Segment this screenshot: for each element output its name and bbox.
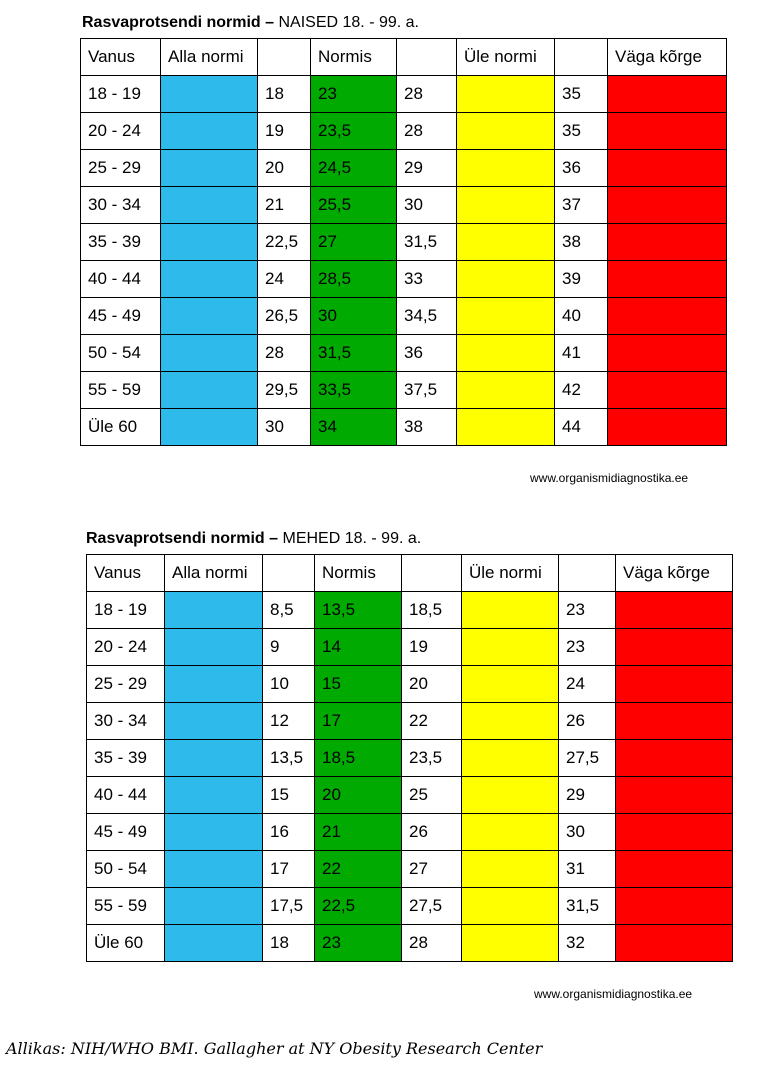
very-high-band xyxy=(616,925,733,962)
above-normal-band xyxy=(462,703,559,740)
age-range-cell: 25 - 29 xyxy=(81,150,161,187)
women-table-title xyxy=(82,14,419,32)
column-header: Alla normi xyxy=(165,555,263,592)
above-normal-band xyxy=(457,335,555,372)
above-limit-value: 37 xyxy=(555,187,608,224)
normal-limit-value: 22 xyxy=(315,851,402,888)
men-title-rest: MEHED 18. - 99. a. xyxy=(278,530,422,547)
normal-upper-value: 20 xyxy=(402,666,462,703)
column-header: Normis xyxy=(315,555,402,592)
table-row xyxy=(81,335,727,372)
very-high-band xyxy=(608,187,727,224)
column-header xyxy=(258,39,311,76)
normal-limit-value: 24,5 xyxy=(311,150,397,187)
table-row xyxy=(81,409,727,446)
normal-limit-value: 23,5 xyxy=(311,113,397,150)
normal-upper-value: 22 xyxy=(402,703,462,740)
above-limit-value: 42 xyxy=(555,372,608,409)
men-table-title xyxy=(86,530,421,548)
normal-upper-value: 19 xyxy=(402,629,462,666)
source-footnote: Allikas: NIH/WHO BMI. Gallagher at NY Obesity Research Center xyxy=(6,1039,543,1058)
table-row xyxy=(81,187,727,224)
women-source-link[interactable]: www.organismidiagnostika.ee xyxy=(530,471,689,485)
table-row xyxy=(87,592,733,629)
above-limit-value: 24 xyxy=(559,666,616,703)
header-row xyxy=(81,39,727,76)
normal-limit-value: 18,5 xyxy=(315,740,402,777)
above-normal-band xyxy=(457,372,555,409)
below-normal-band xyxy=(161,113,258,150)
very-high-band xyxy=(616,851,733,888)
age-range-cell: 20 - 24 xyxy=(81,113,161,150)
women-title-bold: Rasvaprotsendi normid – xyxy=(82,14,275,31)
normal-upper-value: 28 xyxy=(397,113,457,150)
below-limit-value: 12 xyxy=(263,703,315,740)
normal-limit-value: 28,5 xyxy=(311,261,397,298)
below-normal-band xyxy=(165,777,263,814)
normal-limit-value: 33,5 xyxy=(311,372,397,409)
above-limit-value: 26 xyxy=(559,703,616,740)
age-range-cell: 45 - 49 xyxy=(81,298,161,335)
normal-limit-value: 22,5 xyxy=(315,888,402,925)
below-limit-value: 10 xyxy=(263,666,315,703)
below-normal-band xyxy=(165,592,263,629)
very-high-band xyxy=(608,224,727,261)
above-limit-value: 44 xyxy=(555,409,608,446)
table-row xyxy=(87,740,733,777)
age-range-cell: 55 - 59 xyxy=(87,888,165,925)
column-header: Normis xyxy=(311,39,397,76)
column-header: Alla normi xyxy=(161,39,258,76)
below-normal-band xyxy=(165,666,263,703)
normal-limit-value: 21 xyxy=(315,814,402,851)
above-limit-value: 40 xyxy=(555,298,608,335)
column-header xyxy=(402,555,462,592)
very-high-band xyxy=(608,409,727,446)
men-title-bold: Rasvaprotsendi normid – xyxy=(86,530,279,547)
below-limit-value: 9 xyxy=(263,629,315,666)
very-high-band xyxy=(608,372,727,409)
table-row xyxy=(87,851,733,888)
normal-limit-value: 15 xyxy=(315,666,402,703)
normal-upper-value: 26 xyxy=(402,814,462,851)
table-row xyxy=(81,224,727,261)
age-range-cell: 40 - 44 xyxy=(81,261,161,298)
column-header: Üle normi xyxy=(457,39,555,76)
below-limit-value: 19 xyxy=(258,113,311,150)
below-normal-band xyxy=(161,224,258,261)
column-header xyxy=(559,555,616,592)
column-header: Üle normi xyxy=(462,555,559,592)
table-row xyxy=(87,888,733,925)
below-normal-band xyxy=(165,925,263,962)
above-limit-value: 31,5 xyxy=(559,888,616,925)
above-limit-value: 27,5 xyxy=(559,740,616,777)
below-limit-value: 17 xyxy=(263,851,315,888)
age-range-cell: 35 - 39 xyxy=(87,740,165,777)
normal-limit-value: 30 xyxy=(311,298,397,335)
very-high-band xyxy=(608,113,727,150)
below-limit-value: 20 xyxy=(258,150,311,187)
above-normal-band xyxy=(462,851,559,888)
header-row xyxy=(87,555,733,592)
very-high-band xyxy=(616,629,733,666)
above-limit-value: 23 xyxy=(559,629,616,666)
below-limit-value: 8,5 xyxy=(263,592,315,629)
table-row xyxy=(81,298,727,335)
very-high-band xyxy=(616,888,733,925)
normal-upper-value: 28 xyxy=(397,76,457,113)
above-normal-band xyxy=(462,888,559,925)
normal-limit-value: 25,5 xyxy=(311,187,397,224)
above-limit-value: 35 xyxy=(555,76,608,113)
table-row xyxy=(81,113,727,150)
normal-upper-value: 23,5 xyxy=(402,740,462,777)
normal-upper-value: 36 xyxy=(397,335,457,372)
below-limit-value: 13,5 xyxy=(263,740,315,777)
above-normal-band xyxy=(457,150,555,187)
above-limit-value: 32 xyxy=(559,925,616,962)
above-limit-value: 31 xyxy=(559,851,616,888)
very-high-band xyxy=(616,740,733,777)
above-normal-band xyxy=(462,740,559,777)
above-normal-band xyxy=(457,113,555,150)
very-high-band xyxy=(616,814,733,851)
normal-limit-value: 20 xyxy=(315,777,402,814)
age-range-cell: 20 - 24 xyxy=(87,629,165,666)
below-normal-band xyxy=(165,740,263,777)
table-row xyxy=(87,703,733,740)
table-row xyxy=(87,777,733,814)
age-range-cell: 18 - 19 xyxy=(81,76,161,113)
very-high-band xyxy=(616,703,733,740)
below-normal-band xyxy=(165,888,263,925)
age-range-cell: 18 - 19 xyxy=(87,592,165,629)
below-limit-value: 26,5 xyxy=(258,298,311,335)
above-normal-band xyxy=(457,224,555,261)
below-normal-band xyxy=(161,298,258,335)
below-normal-band xyxy=(161,261,258,298)
age-range-cell: 35 - 39 xyxy=(81,224,161,261)
column-header xyxy=(555,39,608,76)
below-limit-value: 18 xyxy=(258,76,311,113)
very-high-band xyxy=(616,592,733,629)
below-limit-value: 16 xyxy=(263,814,315,851)
above-limit-value: 35 xyxy=(555,113,608,150)
normal-upper-value: 31,5 xyxy=(397,224,457,261)
below-limit-value: 17,5 xyxy=(263,888,315,925)
below-normal-band xyxy=(161,372,258,409)
very-high-band xyxy=(608,150,727,187)
below-normal-band xyxy=(165,703,263,740)
normal-upper-value: 18,5 xyxy=(402,592,462,629)
age-range-cell: 30 - 34 xyxy=(87,703,165,740)
normal-upper-value: 30 xyxy=(397,187,457,224)
below-limit-value: 21 xyxy=(258,187,311,224)
normal-limit-value: 13,5 xyxy=(315,592,402,629)
above-normal-band xyxy=(462,592,559,629)
normal-limit-value: 17 xyxy=(315,703,402,740)
above-limit-value: 38 xyxy=(555,224,608,261)
normal-limit-value: 14 xyxy=(315,629,402,666)
normal-limit-value: 23 xyxy=(311,76,397,113)
table-row xyxy=(81,261,727,298)
age-range-cell: Üle 60 xyxy=(81,409,161,446)
above-normal-band xyxy=(462,666,559,703)
table-row xyxy=(81,76,727,113)
normal-upper-value: 34,5 xyxy=(397,298,457,335)
below-normal-band xyxy=(161,409,258,446)
normal-limit-value: 23 xyxy=(315,925,402,962)
normal-upper-value: 28 xyxy=(402,925,462,962)
above-limit-value: 30 xyxy=(559,814,616,851)
column-header: Vanus xyxy=(87,555,165,592)
above-normal-band xyxy=(457,187,555,224)
very-high-band xyxy=(608,335,727,372)
table-row xyxy=(87,629,733,666)
below-normal-band xyxy=(161,335,258,372)
below-limit-value: 24 xyxy=(258,261,311,298)
above-normal-band xyxy=(457,298,555,335)
above-normal-band xyxy=(457,76,555,113)
below-normal-band xyxy=(165,851,263,888)
below-limit-value: 30 xyxy=(258,409,311,446)
normal-upper-value: 37,5 xyxy=(397,372,457,409)
normal-upper-value: 33 xyxy=(397,261,457,298)
column-header xyxy=(397,39,457,76)
above-normal-band xyxy=(462,814,559,851)
below-limit-value: 15 xyxy=(263,777,315,814)
above-limit-value: 39 xyxy=(555,261,608,298)
above-limit-value: 41 xyxy=(555,335,608,372)
normal-upper-value: 25 xyxy=(402,777,462,814)
above-normal-band xyxy=(462,925,559,962)
above-normal-band xyxy=(457,261,555,298)
below-limit-value: 28 xyxy=(258,335,311,372)
age-range-cell: 50 - 54 xyxy=(81,335,161,372)
above-limit-value: 36 xyxy=(555,150,608,187)
column-header: Väga kõrge xyxy=(608,39,727,76)
table-row xyxy=(81,372,727,409)
age-range-cell: 25 - 29 xyxy=(87,666,165,703)
normal-limit-value: 27 xyxy=(311,224,397,261)
very-high-band xyxy=(608,261,727,298)
very-high-band xyxy=(616,777,733,814)
normal-upper-value: 29 xyxy=(397,150,457,187)
above-limit-value: 23 xyxy=(559,592,616,629)
above-normal-band xyxy=(462,777,559,814)
age-range-cell: 50 - 54 xyxy=(87,851,165,888)
normal-upper-value: 38 xyxy=(397,409,457,446)
above-normal-band xyxy=(462,629,559,666)
below-normal-band xyxy=(161,76,258,113)
very-high-band xyxy=(608,298,727,335)
men-source-link[interactable]: www.organismidiagnostika.ee xyxy=(534,987,693,1001)
very-high-band xyxy=(608,76,727,113)
below-limit-value: 22,5 xyxy=(258,224,311,261)
age-range-cell: 30 - 34 xyxy=(81,187,161,224)
above-normal-band xyxy=(457,409,555,446)
very-high-band xyxy=(616,666,733,703)
below-limit-value: 29,5 xyxy=(258,372,311,409)
normal-limit-value: 31,5 xyxy=(311,335,397,372)
normal-limit-value: 34 xyxy=(311,409,397,446)
table-row xyxy=(87,814,733,851)
women-norm-table xyxy=(80,38,727,446)
column-header: Vanus xyxy=(81,39,161,76)
age-range-cell: Üle 60 xyxy=(87,925,165,962)
below-normal-band xyxy=(165,629,263,666)
women-title-rest: NAISED 18. - 99. a. xyxy=(274,14,419,31)
men-norm-table xyxy=(86,554,733,962)
age-range-cell: 45 - 49 xyxy=(87,814,165,851)
below-normal-band xyxy=(165,814,263,851)
column-header xyxy=(263,555,315,592)
column-header: Väga kõrge xyxy=(616,555,733,592)
table-row xyxy=(87,666,733,703)
normal-upper-value: 27,5 xyxy=(402,888,462,925)
normal-upper-value: 27 xyxy=(402,851,462,888)
below-normal-band xyxy=(161,150,258,187)
above-limit-value: 29 xyxy=(559,777,616,814)
age-range-cell: 40 - 44 xyxy=(87,777,165,814)
age-range-cell: 55 - 59 xyxy=(81,372,161,409)
table-row xyxy=(87,925,733,962)
below-normal-band xyxy=(161,187,258,224)
below-limit-value: 18 xyxy=(263,925,315,962)
table-row xyxy=(81,150,727,187)
